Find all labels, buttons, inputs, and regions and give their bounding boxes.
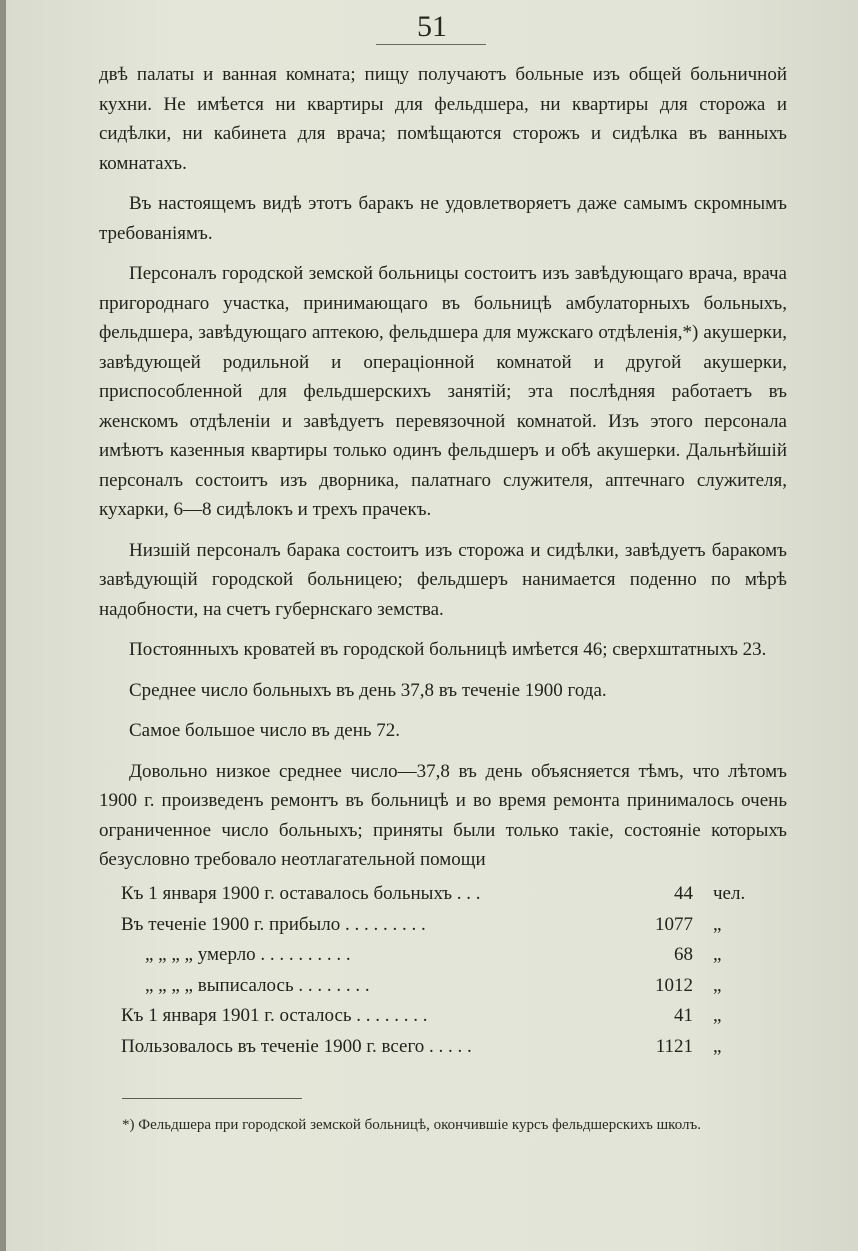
paragraph-barrack-staff: Низшій персоналъ барака состоитъ изъ сторожа и сидѣлки, завѣдуетъ баракомъ завѣдующій городской больницею; фельдшеръ нанимается поденно по мѣрѣ надобности, на счетъ губернскаго земства.	[99, 539, 787, 620]
stat-unit: „	[713, 1035, 722, 1057]
stat-label: Пользовалось въ теченіе 1900 г. всего . . . . .	[121, 1035, 472, 1057]
stat-label: Въ теченіе 1900 г. прибыло . . . . . . . . .	[121, 913, 426, 935]
footnote-rule	[122, 1098, 302, 1099]
stat-value: 1012	[655, 974, 693, 996]
paragraph-average-patients: Среднее число больныхъ въ день 37,8 въ теченіе 1900 года.	[129, 679, 607, 701]
stat-row	[121, 910, 761, 941]
footnote: *) Фельдшера при городской земской больницѣ, окончившіе курсъ фельдшерскихъ школъ.	[122, 1117, 701, 1133]
book-page	[6, 0, 858, 1251]
stat-row	[121, 1001, 761, 1032]
stat-unit: „	[713, 944, 722, 966]
stat-label: „ „ „ „ умерло . . . . . . . . . .	[145, 944, 351, 966]
page-number-rule	[376, 44, 486, 45]
stat-value: 44	[674, 883, 693, 904]
paragraph-explanation: Довольно низкое среднее число—37,8 въ день объясняется тѣмъ, что лѣтомъ 1900 г. произведенъ ремонтъ въ больницѣ и во время ремонта принималось очень ограниченное число больныхъ; приняты были только такіе, состояніе которыхъ безусловно требовало неотлагательной помощи	[99, 760, 787, 870]
stat-value: 1121	[655, 1035, 693, 1057]
paragraph-ward-description: двѣ палаты и ванная комната; пищу получаютъ больные изъ общей больничной кухни. Не имѣется ни квартиры для фельдшера, ни квартиры для сторожа и сидѣлки, ни кабинета для врача; помѣщаются сторожъ и сидѣлка въ ванныхъ комнатахъ.	[99, 64, 787, 174]
body-text	[99, 60, 787, 886]
stat-label: „ „ „ „ выписалось . . . . . . . .	[145, 974, 370, 996]
stat-value: 41	[674, 1005, 693, 1027]
stat-row	[121, 971, 761, 1002]
stat-unit: „	[713, 913, 722, 935]
page-number: 51	[417, 10, 447, 43]
paragraph-beds: Постоянныхъ кроватей въ городской больницѣ имѣется 46; сверхштатныхъ 23.	[129, 639, 767, 660]
stat-unit: „	[713, 1005, 722, 1027]
stat-value: 1077	[655, 913, 693, 935]
stat-value: 68	[674, 944, 693, 966]
stat-label: Къ 1 января 1900 г. оставалось больныхъ . . .	[121, 883, 481, 904]
stat-label: Къ 1 января 1901 г. осталось . . . . . . . .	[121, 1005, 428, 1027]
paragraph-hospital-staff: Персоналъ городской земской больницы состоитъ изъ завѣдующаго врача, врача пригороднаго участка, принимающаго въ больницѣ амбулаторныхъ больныхъ, фельдшера, завѣдующаго аптекою, фельдшера для мужскаго отдѣленія,*) акушерки, завѣдующей родильной и операціонной комнатой и другой акушерки, приспособленной для фельдшерскихъ занятій; эта послѣдняя работаетъ въ женскомъ отдѣленіи и завѣдуетъ перевязочной комнатой. Изъ этого персонала имѣютъ казенныя квартиры только одинъ фельдшеръ и обѣ акушерки. Дальнѣйшій персоналъ состоитъ изъ дворника, палатнаго служителя, аптечнаго служителя, кухарки, 6—8 сидѣлокъ и трехъ прачекъ.	[99, 263, 787, 520]
paragraph-max-patients: Самое большое число въ день 72.	[129, 720, 401, 741]
stat-unit: „	[713, 974, 722, 996]
stat-row	[121, 879, 761, 910]
stat-unit: чел.	[713, 883, 746, 904]
stat-row	[121, 940, 761, 971]
paragraph-barrack-state: Въ настоящемъ видѣ этотъ баракъ не удовлетворяетъ даже самымъ скромнымъ требованіямъ.	[99, 193, 787, 244]
patient-statistics	[121, 879, 761, 1063]
stat-row	[121, 1032, 761, 1063]
